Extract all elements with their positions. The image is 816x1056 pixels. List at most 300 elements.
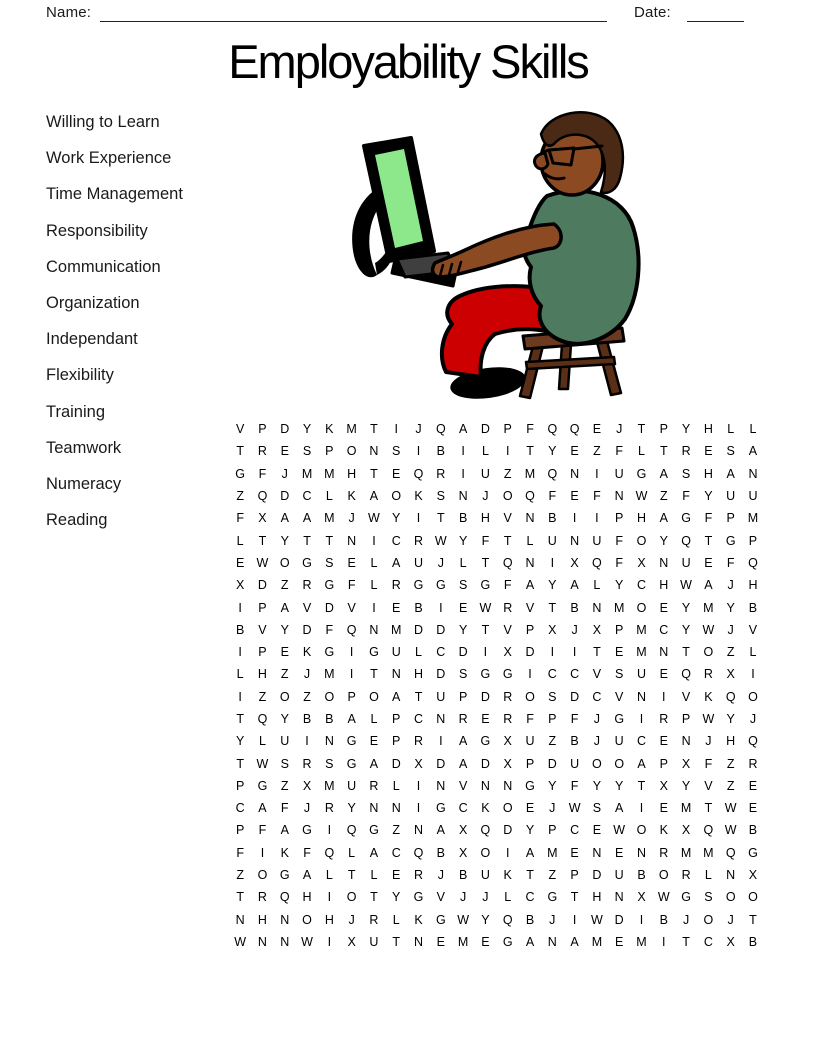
grid-letter: Z: [548, 734, 557, 749]
grid-letter: N: [257, 934, 267, 949]
grid-letter: S: [325, 756, 334, 771]
person-at-computer-clipart: [340, 100, 660, 410]
grid-letter: W: [256, 756, 269, 771]
grid-letter: V: [704, 778, 713, 793]
grid-letter: A: [570, 578, 579, 593]
grid-letter: O: [636, 533, 647, 548]
grid-letter: J: [727, 622, 734, 637]
grid-letter: G: [324, 645, 335, 660]
word-search-grid: [229, 418, 764, 953]
grid-letter: O: [748, 890, 758, 905]
grid-letter: G: [369, 645, 379, 660]
grid-letter: S: [548, 689, 557, 704]
grid-letter: O: [748, 689, 758, 704]
grid-letter: K: [481, 801, 490, 816]
grid-letter: N: [458, 489, 468, 504]
grid-letter: Q: [435, 422, 446, 437]
grid-letter: I: [372, 600, 376, 615]
grid-letter: H: [592, 890, 602, 905]
grid-letter: D: [592, 868, 602, 883]
grid-letter: P: [458, 689, 468, 704]
grid-letter: L: [236, 533, 244, 548]
grid-letter: G: [748, 845, 758, 860]
grid-letter: I: [639, 712, 644, 726]
grid-letter: O: [703, 645, 714, 660]
grid-letter: D: [302, 622, 312, 637]
grid-letter: S: [436, 489, 445, 504]
grid-letter: I: [327, 934, 332, 949]
grid-letter: N: [235, 912, 245, 927]
grid-letter: R: [391, 578, 401, 593]
grid-letter: A: [458, 734, 468, 749]
grid-letter: T: [526, 868, 534, 883]
grid-letter: X: [414, 756, 423, 771]
grid-letter: A: [615, 801, 624, 816]
grid-letter: N: [748, 466, 758, 481]
grid-letter: N: [347, 533, 357, 548]
grid-letter: Y: [481, 912, 490, 927]
grid-letter: S: [280, 756, 289, 771]
grid-letter: I: [238, 689, 242, 704]
grid-letter: A: [637, 756, 646, 771]
grid-letter: Y: [548, 778, 557, 793]
grid-letter: C: [525, 890, 535, 905]
grid-letter: N: [414, 934, 424, 949]
grid-letter: N: [436, 712, 446, 726]
grid-letter: K: [302, 645, 312, 660]
grid-letter: T: [682, 645, 690, 660]
grid-letter: L: [370, 578, 378, 593]
grid-letter: Y: [280, 712, 289, 726]
grid-letter: F: [258, 466, 267, 481]
grid-letter: J: [616, 422, 623, 437]
grid-letter: D: [436, 622, 446, 637]
grid-letter: N: [525, 511, 535, 526]
grid-letter: M: [457, 934, 469, 949]
grid-letter: L: [481, 444, 489, 459]
grid-letter: U: [280, 734, 290, 749]
grid-letter: R: [324, 801, 334, 816]
grid-letter: U: [525, 734, 535, 749]
grid-letter: X: [458, 823, 468, 838]
grid-letter: W: [613, 823, 626, 838]
grid-letter: A: [436, 823, 445, 838]
grid-letter: I: [505, 845, 510, 860]
grid-letter: F: [481, 533, 490, 548]
word-list-item: Work Experience: [46, 149, 172, 168]
grid-letter: E: [659, 734, 668, 749]
grid-letter: M: [636, 622, 647, 637]
grid-letter: X: [637, 890, 646, 905]
grid-letter: C: [570, 667, 580, 682]
grid-letter: Y: [592, 778, 602, 793]
grid-letter: G: [413, 578, 424, 593]
grid-letter: C: [659, 622, 669, 637]
grid-letter: W: [724, 823, 737, 838]
grid-letter: X: [503, 756, 512, 771]
grid-letter: D: [280, 422, 290, 437]
grid-letter: I: [394, 422, 398, 437]
grid-letter: T: [370, 422, 378, 437]
grid-letter: E: [392, 466, 401, 481]
grid-letter: D: [614, 912, 624, 927]
grid-letter: Q: [502, 912, 513, 927]
grid-letter: H: [302, 890, 312, 905]
grid-letter: O: [592, 756, 602, 771]
grid-letter: E: [235, 555, 245, 570]
grid-letter: G: [235, 466, 246, 481]
grid-letter: U: [547, 533, 557, 548]
grid-letter: C: [636, 578, 646, 593]
grid-letter: S: [325, 555, 334, 570]
grid-letter: I: [416, 511, 421, 526]
grid-letter: Y: [548, 444, 557, 459]
grid-letter: Z: [726, 645, 735, 660]
grid-letter: X: [347, 934, 356, 949]
grid-letter: D: [391, 756, 401, 771]
grid-letter: A: [392, 555, 401, 570]
grid-letter: S: [458, 578, 468, 593]
grid-letter: N: [659, 645, 669, 660]
grid-letter: X: [681, 823, 691, 838]
grid-letter: Y: [681, 422, 691, 437]
grid-letter: W: [635, 489, 648, 504]
grid-letter: E: [369, 734, 379, 749]
grid-letter: T: [593, 645, 601, 660]
grid-letter: T: [414, 689, 423, 704]
grid-letter: T: [704, 533, 713, 548]
grid-letter: B: [748, 934, 758, 949]
grid-letter: A: [525, 845, 535, 860]
grid-letter: H: [257, 912, 267, 927]
grid-letter: O: [302, 912, 312, 927]
grid-letter: R: [703, 667, 713, 682]
grid-letter: G: [413, 890, 424, 905]
grid-letter: Z: [280, 667, 289, 682]
grid-letter: T: [370, 667, 378, 682]
grid-letter: N: [547, 934, 557, 949]
grid-letter: Z: [280, 578, 289, 593]
grid-letter: B: [302, 712, 312, 726]
grid-letter: X: [570, 555, 579, 570]
grid-letter: V: [302, 600, 312, 615]
grid-letter: T: [749, 912, 757, 927]
grid-letter: E: [570, 444, 579, 459]
grid-letter: I: [461, 466, 465, 481]
grid-letter: T: [437, 511, 445, 526]
grid-letter: X: [592, 622, 602, 637]
grid-letter: L: [749, 645, 757, 660]
grid-letter: J: [437, 868, 444, 883]
grid-letter: B: [458, 868, 468, 883]
grid-letter: O: [279, 689, 290, 704]
grid-letter: R: [659, 845, 669, 860]
grid-letter: T: [325, 533, 334, 548]
grid-letter: I: [260, 845, 265, 860]
grid-letter: L: [236, 667, 244, 682]
grid-letter: U: [414, 555, 424, 570]
grid-letter: B: [659, 912, 668, 927]
grid-letter: O: [346, 890, 357, 905]
grid-letter: T: [236, 756, 244, 771]
grid-letter: J: [593, 712, 601, 726]
grid-letter: N: [369, 444, 379, 459]
grid-letter: P: [748, 533, 758, 548]
grid-letter: N: [659, 555, 669, 570]
grid-letter: U: [436, 689, 446, 704]
grid-letter: F: [280, 801, 289, 816]
grid-letter: E: [704, 555, 713, 570]
stool-leg-right: [597, 341, 621, 395]
grid-letter: N: [503, 778, 513, 793]
grid-letter: F: [548, 489, 557, 504]
grid-letter: I: [662, 689, 666, 704]
grid-letter: G: [346, 756, 357, 771]
grid-letter: K: [659, 823, 668, 838]
grid-letter: J: [482, 489, 489, 504]
grid-letter: A: [659, 466, 668, 481]
grid-letter: Q: [346, 622, 357, 637]
grid-letter: Y: [548, 578, 557, 593]
grid-letter: U: [592, 533, 602, 548]
grid-letter: R: [414, 533, 424, 548]
grid-letter: L: [415, 645, 422, 660]
grid-letter: W: [702, 712, 715, 726]
grid-letter: Y: [458, 622, 468, 637]
grid-letter: C: [703, 934, 713, 949]
grid-letter: P: [525, 756, 535, 771]
grid-letter: I: [327, 890, 332, 905]
grid-letter: F: [236, 511, 244, 526]
grid-letter: A: [347, 712, 356, 726]
grid-letter: G: [681, 890, 691, 905]
grid-letter: H: [324, 912, 334, 927]
grid-letter: L: [370, 712, 378, 726]
grid-letter: T: [370, 466, 378, 481]
grid-letter: P: [681, 712, 691, 726]
grid-letter: E: [592, 422, 602, 437]
grid-letter: F: [503, 578, 512, 593]
grid-letter: M: [324, 511, 335, 526]
grid-letter: I: [505, 444, 510, 459]
grid-letter: L: [370, 868, 378, 883]
grid-letter: A: [726, 466, 735, 481]
grid-letter: P: [392, 712, 401, 726]
grid-letter: L: [749, 422, 757, 437]
grid-letter: K: [704, 689, 713, 704]
grid-letter: L: [325, 868, 333, 883]
grid-letter: T: [370, 890, 378, 905]
grid-letter: D: [257, 578, 267, 593]
grid-letter: O: [502, 489, 513, 504]
grid-letter: K: [414, 489, 423, 504]
grid-letter: Z: [236, 868, 244, 883]
grid-letter: F: [570, 778, 579, 793]
grid-letter: F: [593, 489, 601, 504]
grid-letter: L: [370, 555, 378, 570]
grid-letter: H: [257, 667, 267, 682]
word-list-item: Reading: [46, 511, 108, 530]
grid-letter: M: [547, 845, 558, 860]
grid-letter: I: [572, 912, 577, 927]
grid-letter: T: [704, 801, 713, 816]
grid-letter: I: [416, 801, 421, 816]
grid-letter: I: [662, 934, 666, 949]
grid-letter: D: [480, 422, 490, 437]
grid-letter: S: [302, 444, 312, 459]
grid-letter: E: [570, 845, 579, 860]
grid-letter: X: [726, 934, 735, 949]
grid-letter: H: [748, 578, 758, 593]
grid-letter: J: [549, 801, 556, 816]
grid-letter: A: [392, 689, 401, 704]
grid-letter: D: [436, 756, 446, 771]
grid-letter: Q: [725, 689, 736, 704]
grid-letter: Z: [726, 778, 735, 793]
grid-letter: E: [280, 444, 289, 459]
grid-letter: P: [615, 511, 624, 526]
grid-letter: E: [615, 934, 624, 949]
grid-letter: E: [748, 778, 758, 793]
grid-letter: Y: [392, 890, 401, 905]
grid-letter: T: [570, 890, 579, 905]
grid-letter: K: [280, 845, 289, 860]
grid-letter: D: [503, 823, 513, 838]
grid-letter: T: [236, 444, 244, 459]
grid-letter: J: [459, 890, 467, 905]
grid-letter: Y: [235, 734, 245, 749]
grid-letter: N: [480, 778, 490, 793]
grid-letter: C: [458, 801, 468, 816]
grid-letter: Y: [704, 489, 713, 504]
grid-letter: Z: [236, 489, 244, 504]
grid-letter: Q: [547, 422, 558, 437]
grid-letter: U: [614, 466, 624, 481]
grid-letter: G: [435, 801, 446, 816]
grid-letter: P: [659, 422, 668, 437]
grid-letter: Z: [726, 756, 735, 771]
grid-letter: Y: [681, 622, 691, 637]
grid-letter: W: [568, 801, 581, 816]
grid-letter: D: [547, 756, 557, 771]
grid-letter: I: [327, 823, 332, 838]
grid-letter: I: [349, 667, 354, 682]
grid-letter: T: [548, 600, 557, 615]
grid-letter: U: [570, 756, 580, 771]
grid-letter: G: [502, 934, 513, 949]
grid-letter: N: [570, 466, 580, 481]
grid-letter: N: [436, 778, 446, 793]
grid-letter: A: [302, 511, 312, 526]
head: [534, 112, 622, 195]
grid-letter: J: [303, 667, 311, 682]
grid-letter: Z: [392, 823, 401, 838]
grid-letter: E: [525, 801, 535, 816]
grid-letter: L: [258, 734, 266, 749]
grid-letter: E: [592, 823, 602, 838]
grid-letter: G: [302, 555, 312, 570]
grid-letter: Z: [548, 868, 557, 883]
grid-letter: J: [348, 511, 355, 526]
grid-letter: D: [458, 645, 468, 660]
grid-letter: D: [324, 600, 334, 615]
grid-letter: E: [659, 667, 668, 682]
grid-letter: G: [346, 734, 357, 749]
grid-letter: W: [256, 555, 269, 570]
grid-letter: R: [414, 734, 424, 749]
grid-letter: A: [458, 756, 468, 771]
grid-letter: T: [303, 533, 311, 548]
grid-letter: P: [235, 823, 245, 838]
grid-letter: I: [550, 555, 555, 570]
grid-letter: R: [369, 912, 379, 927]
grid-letter: O: [257, 868, 268, 883]
grid-letter: R: [302, 578, 312, 593]
grid-letter: R: [257, 890, 267, 905]
grid-letter: F: [526, 712, 534, 726]
grid-letter: K: [414, 912, 423, 927]
grid-letter: H: [636, 511, 646, 526]
grid-letter: Z: [258, 689, 267, 704]
grid-letter: H: [347, 466, 357, 481]
grid-letter: K: [503, 868, 512, 883]
grid-letter: U: [480, 868, 490, 883]
grid-letter: P: [258, 645, 267, 660]
grid-letter: B: [548, 511, 557, 526]
grid-letter: H: [703, 466, 713, 481]
grid-letter: B: [414, 600, 423, 615]
grid-letter: C: [235, 801, 245, 816]
grid-letter: V: [258, 622, 267, 637]
grid-letter: O: [369, 689, 379, 704]
grid-letter: X: [302, 778, 312, 793]
grid-letter: T: [503, 533, 512, 548]
grid-letter: I: [439, 734, 443, 749]
grid-letter: P: [392, 734, 401, 749]
grid-letter: W: [301, 934, 313, 949]
grid-letter: G: [302, 823, 312, 838]
grid-letter: E: [392, 868, 401, 883]
grid-letter: A: [280, 600, 289, 615]
word-list-item: Responsibility: [46, 221, 148, 240]
grid-letter: N: [636, 845, 646, 860]
grid-letter: B: [436, 845, 445, 860]
grid-letter: E: [659, 801, 668, 816]
grid-letter: E: [570, 489, 579, 504]
grid-letter: V: [681, 689, 691, 704]
grid-letter: O: [725, 890, 736, 905]
grid-letter: Y: [681, 778, 691, 793]
grid-letter: R: [414, 868, 424, 883]
grid-letter: G: [480, 667, 491, 682]
grid-letter: Y: [347, 801, 356, 816]
grid-letter: B: [637, 868, 646, 883]
grid-letter: C: [302, 489, 312, 504]
grid-letter: M: [324, 778, 335, 793]
grid-letter: W: [657, 890, 670, 905]
grid-letter: Q: [748, 734, 758, 749]
grid-letter: N: [636, 689, 646, 704]
grid-letter: C: [547, 667, 557, 682]
grid-letter: D: [280, 489, 290, 504]
grid-letter: M: [324, 466, 335, 481]
grid-letter: X: [235, 578, 245, 593]
grid-letter: F: [325, 622, 334, 637]
grid-letter: X: [659, 778, 668, 793]
grid-letter: L: [727, 422, 735, 437]
grid-letter: P: [235, 778, 245, 793]
shirt: [524, 191, 639, 344]
